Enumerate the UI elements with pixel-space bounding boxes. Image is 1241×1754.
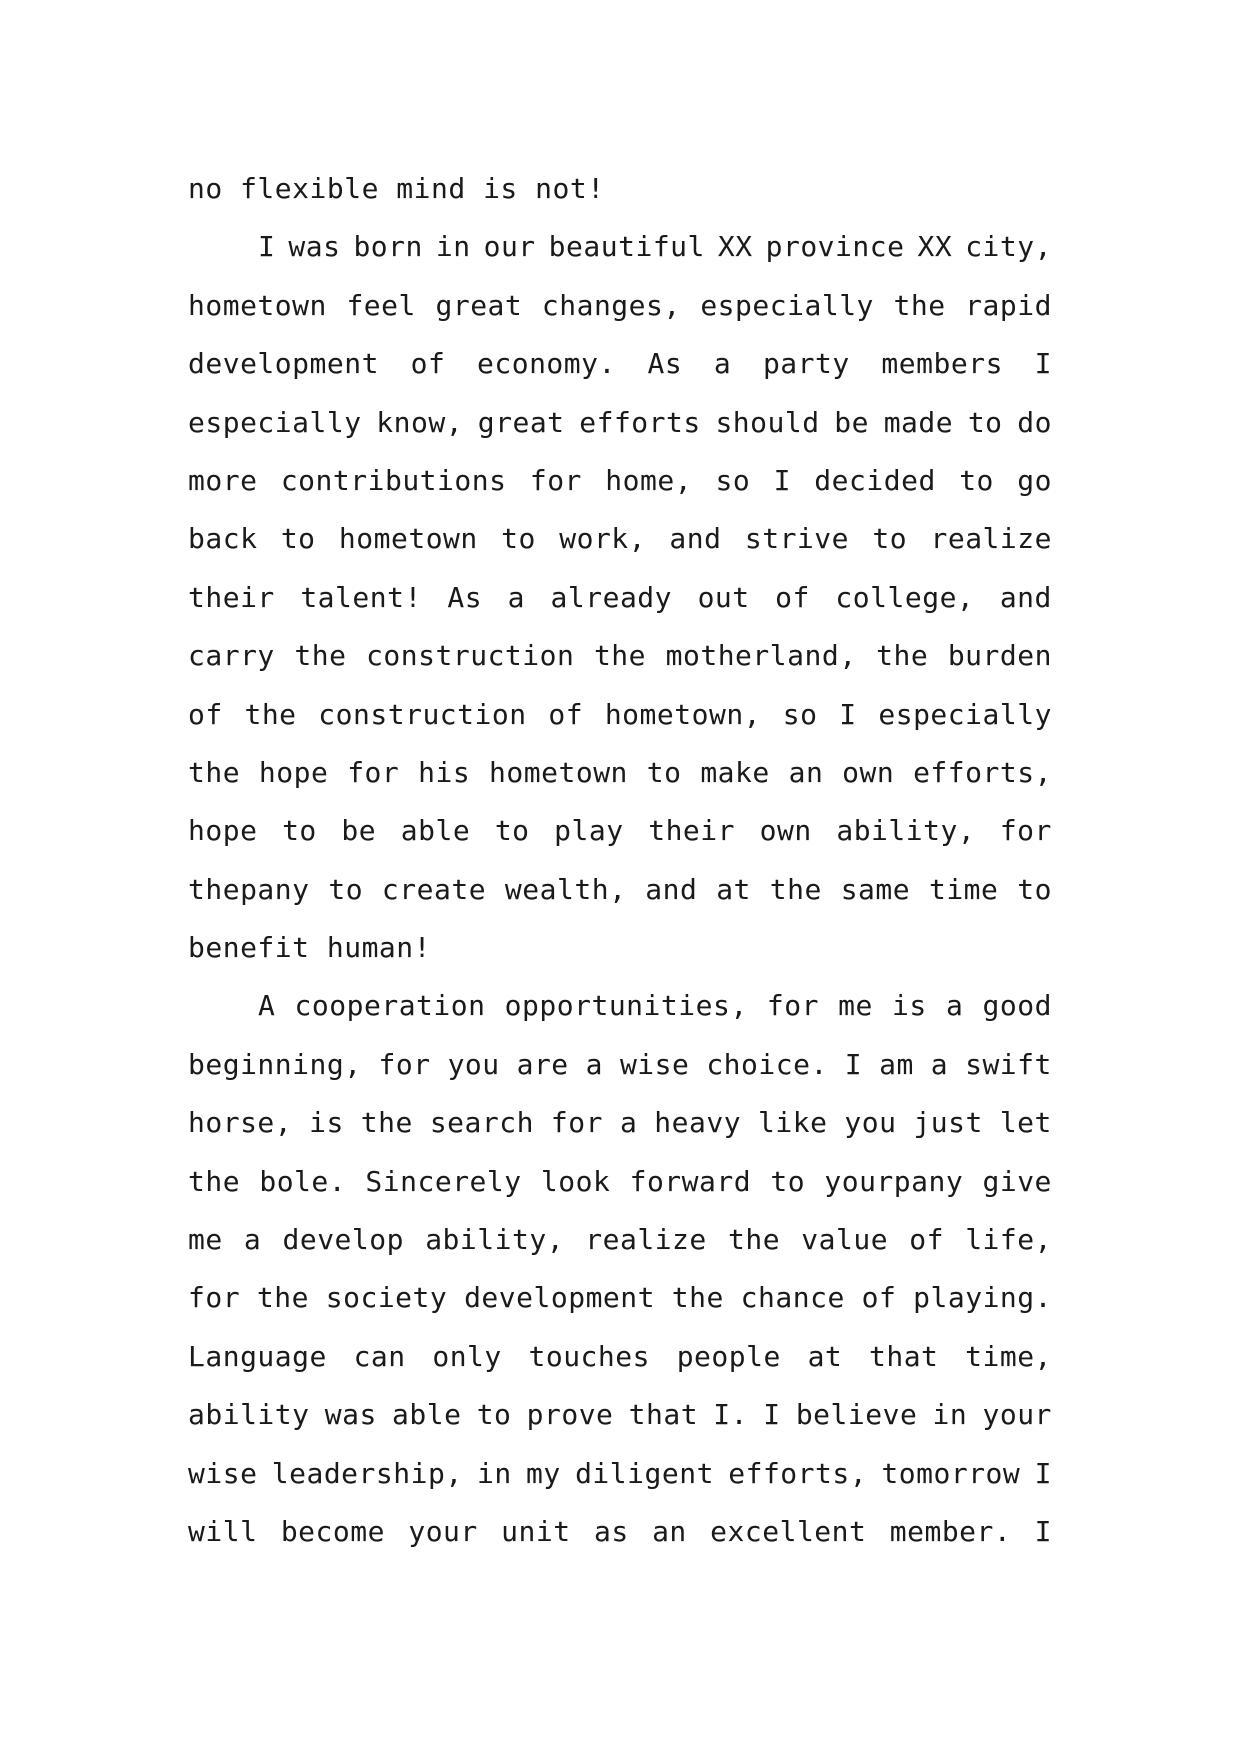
word: As bbox=[447, 580, 483, 614]
word: especially bbox=[878, 697, 1052, 731]
word: to bbox=[282, 814, 317, 848]
word: make bbox=[700, 755, 770, 789]
word: able bbox=[392, 1398, 462, 1432]
word: to bbox=[967, 405, 1003, 439]
word: out bbox=[697, 580, 750, 614]
word: will bbox=[188, 1514, 258, 1548]
word: play bbox=[554, 814, 624, 848]
word: prove bbox=[526, 1398, 614, 1432]
word: touches bbox=[528, 1339, 650, 1373]
word: leadership, bbox=[271, 1456, 463, 1490]
word: to bbox=[646, 755, 682, 789]
text-line bbox=[188, 1328, 1052, 1386]
word: for bbox=[529, 463, 582, 497]
word: ability, bbox=[836, 814, 976, 848]
word: are bbox=[516, 1047, 569, 1081]
word: should bbox=[715, 405, 820, 439]
word: a bbox=[585, 1047, 603, 1081]
word: horse, bbox=[188, 1106, 293, 1140]
word: a bbox=[507, 580, 525, 614]
word: to bbox=[280, 522, 316, 556]
word: tomorrow bbox=[881, 1456, 1021, 1490]
text-line bbox=[188, 686, 1052, 744]
word: construction bbox=[366, 639, 575, 673]
word: am bbox=[879, 1047, 914, 1081]
word: of bbox=[861, 1281, 897, 1315]
word: opportunities, bbox=[504, 989, 748, 1023]
word: hometown bbox=[188, 288, 327, 322]
word: do bbox=[1017, 405, 1052, 439]
word: efforts bbox=[579, 405, 701, 439]
word: a bbox=[713, 347, 732, 381]
word: society bbox=[325, 1281, 448, 1315]
word: for bbox=[550, 1106, 603, 1140]
word: only bbox=[432, 1339, 502, 1373]
word: and bbox=[645, 872, 698, 906]
word: of bbox=[410, 347, 446, 381]
word: playing. bbox=[913, 1281, 1052, 1315]
word: an bbox=[652, 1514, 687, 1548]
word: able bbox=[400, 814, 471, 848]
text-line bbox=[188, 1445, 1052, 1503]
word: of bbox=[775, 580, 810, 614]
word: college, bbox=[835, 580, 975, 614]
text-line bbox=[188, 1211, 1052, 1269]
word: time bbox=[928, 872, 999, 906]
word: especially bbox=[700, 288, 874, 322]
word: in bbox=[932, 1398, 968, 1432]
word: the bbox=[256, 1281, 309, 1315]
text-line bbox=[188, 1153, 1052, 1211]
word: me bbox=[188, 1223, 223, 1257]
word: the bbox=[593, 639, 647, 673]
word: XX bbox=[717, 230, 753, 264]
word: unit bbox=[501, 1514, 571, 1548]
text-line bbox=[188, 1386, 1052, 1444]
word: be bbox=[834, 405, 869, 439]
word: hometown bbox=[489, 755, 628, 789]
word: to bbox=[872, 522, 908, 556]
text-line bbox=[188, 218, 1052, 276]
text-line bbox=[188, 1036, 1052, 1094]
word: motherland, bbox=[665, 639, 857, 673]
word: ability, bbox=[425, 1223, 565, 1257]
word: was bbox=[324, 1398, 377, 1432]
word: choice. bbox=[706, 1047, 828, 1081]
word: efforts, bbox=[728, 1456, 868, 1490]
word: me bbox=[838, 989, 873, 1023]
word: chance bbox=[740, 1281, 845, 1315]
word: yourpany bbox=[824, 1164, 964, 1198]
word: economy. bbox=[477, 347, 616, 381]
word: my bbox=[526, 1456, 561, 1490]
word: for bbox=[766, 989, 819, 1023]
word: I bbox=[1034, 1456, 1052, 1490]
word: back bbox=[188, 522, 258, 556]
word: so bbox=[782, 697, 818, 731]
word: carry bbox=[188, 639, 275, 673]
word: swift bbox=[965, 1047, 1052, 1081]
word: the bbox=[244, 697, 297, 731]
word: born bbox=[353, 230, 423, 264]
text-line bbox=[188, 335, 1052, 393]
word: hometown, bbox=[604, 697, 762, 731]
word: heavy bbox=[654, 1106, 742, 1140]
word: wise bbox=[188, 1456, 258, 1490]
word: develop bbox=[282, 1223, 404, 1257]
word: Sincerely bbox=[365, 1164, 522, 1198]
word: to bbox=[328, 872, 364, 906]
word: to bbox=[501, 522, 536, 556]
text-line bbox=[188, 627, 1052, 685]
word: in bbox=[477, 1456, 512, 1490]
word: the bbox=[727, 1223, 781, 1257]
text-line bbox=[188, 977, 1052, 1035]
text-line bbox=[188, 861, 1052, 919]
word: believe bbox=[795, 1398, 918, 1432]
word: for bbox=[378, 1047, 431, 1081]
word: you bbox=[844, 1106, 897, 1140]
word: for bbox=[999, 814, 1052, 848]
word: value bbox=[801, 1223, 889, 1257]
word: life, bbox=[965, 1223, 1052, 1257]
word: burden bbox=[947, 639, 1052, 673]
word: own bbox=[842, 755, 895, 789]
word: realize bbox=[930, 522, 1052, 556]
word: can bbox=[353, 1339, 406, 1373]
word: their bbox=[648, 814, 736, 848]
word: become bbox=[280, 1514, 385, 1548]
word: diligent bbox=[575, 1456, 714, 1490]
word: A bbox=[258, 989, 276, 1023]
word: an bbox=[788, 755, 824, 789]
word: a bbox=[619, 1106, 638, 1140]
word: of bbox=[548, 697, 584, 731]
word: at bbox=[716, 872, 751, 906]
word: work, bbox=[559, 522, 647, 556]
word: the bbox=[294, 639, 347, 673]
word: the bbox=[671, 1281, 724, 1315]
word: member. bbox=[889, 1514, 1012, 1548]
text-line bbox=[188, 394, 1052, 452]
word: Language bbox=[188, 1339, 327, 1373]
word: good bbox=[982, 989, 1052, 1023]
word: construction bbox=[318, 697, 527, 731]
word: just bbox=[913, 1106, 983, 1140]
word: the bbox=[876, 639, 929, 673]
word: his bbox=[418, 755, 471, 789]
word: same bbox=[840, 872, 911, 906]
word: members bbox=[881, 347, 1003, 381]
word: great bbox=[435, 288, 523, 322]
word: feel bbox=[346, 288, 416, 322]
word: contributions bbox=[280, 463, 507, 497]
word: cooperation bbox=[294, 989, 486, 1023]
word: I bbox=[763, 1398, 781, 1432]
text-line bbox=[188, 1503, 1052, 1561]
word: excellent bbox=[710, 1514, 867, 1548]
word: rapid bbox=[965, 288, 1052, 322]
word: already bbox=[550, 580, 673, 614]
word: hometown bbox=[338, 522, 478, 556]
word: be bbox=[341, 814, 377, 848]
word: own bbox=[759, 814, 812, 848]
word: strive bbox=[744, 522, 850, 556]
word: more bbox=[188, 463, 258, 497]
word: is bbox=[309, 1106, 344, 1140]
word: I bbox=[1034, 1514, 1052, 1548]
word: talent! bbox=[300, 580, 422, 614]
word: you bbox=[447, 1047, 500, 1081]
word: your bbox=[982, 1398, 1052, 1432]
word: party bbox=[762, 347, 850, 381]
word: a bbox=[945, 989, 964, 1023]
text-line bbox=[188, 1269, 1052, 1327]
word: to bbox=[770, 1164, 806, 1198]
word: so bbox=[715, 463, 751, 497]
word: in bbox=[435, 230, 471, 264]
word: to bbox=[476, 1398, 512, 1432]
word: the bbox=[188, 755, 241, 789]
word: the bbox=[188, 1164, 241, 1198]
word: beginning, bbox=[188, 1047, 362, 1081]
word: is bbox=[892, 989, 927, 1023]
word: give bbox=[982, 1164, 1052, 1198]
text-line bbox=[188, 277, 1052, 335]
word: bole. bbox=[259, 1164, 347, 1198]
word: province bbox=[765, 230, 905, 264]
word: I bbox=[1034, 347, 1052, 381]
word: create bbox=[381, 872, 487, 906]
text-line bbox=[188, 452, 1052, 510]
text-line bbox=[188, 744, 1052, 802]
word: that bbox=[628, 1398, 699, 1432]
word: and bbox=[669, 522, 722, 556]
word: of bbox=[188, 697, 223, 731]
word: of bbox=[909, 1223, 944, 1257]
word: made bbox=[883, 405, 954, 439]
word: the bbox=[360, 1106, 413, 1140]
word: at bbox=[807, 1339, 843, 1373]
word: like bbox=[758, 1106, 828, 1140]
body-text bbox=[188, 160, 1052, 1561]
word: wise bbox=[619, 1047, 690, 1081]
text-line bbox=[188, 510, 1052, 568]
word: your bbox=[408, 1514, 478, 1548]
word: I bbox=[258, 230, 276, 264]
word: and bbox=[999, 580, 1052, 614]
word: efforts, bbox=[913, 755, 1052, 789]
word: changes, bbox=[541, 288, 681, 322]
word: a bbox=[930, 1047, 949, 1081]
word: home, bbox=[605, 463, 693, 497]
word: thepany bbox=[188, 872, 310, 906]
word: hope bbox=[258, 755, 329, 789]
word: beautiful bbox=[548, 230, 705, 264]
word: search bbox=[429, 1106, 534, 1140]
word: let bbox=[999, 1106, 1052, 1140]
word: As bbox=[647, 347, 683, 381]
word: I. bbox=[713, 1398, 749, 1432]
word: ability bbox=[188, 1398, 310, 1432]
word: I bbox=[773, 463, 791, 497]
word: look bbox=[540, 1164, 611, 1198]
word: to bbox=[959, 463, 994, 497]
word: city, bbox=[965, 230, 1052, 264]
word: decided bbox=[814, 463, 936, 497]
word: hope bbox=[188, 814, 258, 848]
word: people bbox=[676, 1339, 781, 1373]
word: time, bbox=[965, 1339, 1052, 1373]
word: realize bbox=[585, 1223, 707, 1257]
text-line bbox=[188, 802, 1052, 860]
word: for bbox=[347, 755, 400, 789]
word: the bbox=[893, 288, 946, 322]
word: their bbox=[188, 580, 275, 614]
word: that bbox=[868, 1339, 939, 1373]
word: development bbox=[188, 347, 379, 381]
word: the bbox=[769, 872, 822, 906]
word: great bbox=[477, 405, 565, 439]
word: go bbox=[1017, 463, 1052, 497]
word: wealth, bbox=[504, 872, 627, 906]
word: as bbox=[593, 1514, 629, 1548]
word: especially bbox=[188, 405, 362, 439]
text-line bbox=[188, 569, 1052, 627]
word: forward bbox=[629, 1164, 752, 1198]
word: development bbox=[464, 1281, 655, 1315]
word: I bbox=[839, 697, 857, 731]
word: for bbox=[188, 1281, 241, 1315]
text-line: benefit human! bbox=[188, 931, 432, 965]
word: to bbox=[1017, 872, 1052, 906]
word: to bbox=[494, 814, 530, 848]
word: know, bbox=[376, 405, 464, 439]
word: was bbox=[288, 230, 341, 264]
text-line bbox=[188, 1094, 1052, 1152]
word: I bbox=[844, 1047, 863, 1081]
word: XX bbox=[917, 230, 953, 264]
word: a bbox=[243, 1223, 262, 1257]
text-line: no flexible mind is not! bbox=[188, 172, 605, 205]
word: our bbox=[483, 230, 536, 264]
